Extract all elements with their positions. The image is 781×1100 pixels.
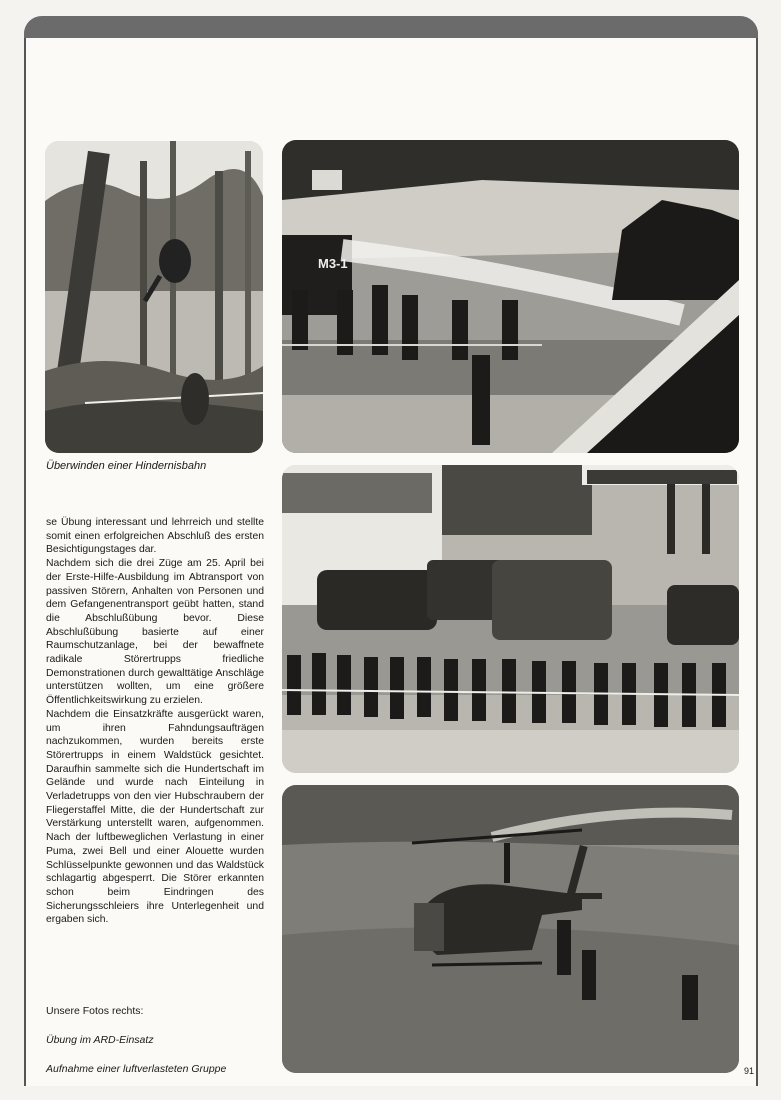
photo-police-line — [282, 465, 739, 773]
photo-captions — [46, 1005, 276, 1092]
page-header-band — [24, 16, 758, 38]
vehicle-marking: M3-1 — [318, 256, 348, 271]
page-number: 91 — [744, 1066, 755, 1076]
photo-water-cannon — [282, 140, 739, 453]
caption-obstacle-course: Überwinden einer Hindernisbahn — [46, 460, 207, 472]
photo-obstacle-course — [45, 141, 263, 453]
photo-caption-item: Übung im ARD-Einsatz — [46, 1034, 154, 1046]
body-paragraph: Nachdem die Einsatzkräfte ausgerückt waren, um ihren Fahndungsaufträgen nachzukommen, wurden bereits erste Störertrupps in einem Waldstück gesichtet. Daraufhin sammelte sich die Hundertschaft im Gelände und wurde nach Einteilung in Verladetrupps von den vier Hubschraubern der Fliegerstaffel Mitte, die der Hundertschaft zur Verstärkung unterstellt waren, aufgenommen. Nach der luftbeweglichen Verlastung in einer Puma, zwei Bell und einer Alouette wurden Schlüsselpunkte gewonnen und das Waldstück schlagartig abgesperrt. Die Störer erkannten schon beim Eindringen des Sicherungsschleiers ihre Unterlegenheit und ergaben sich. — [46, 708, 264, 926]
photo-caption-item: Aufnahme einer luftverlasteten Gruppe — [46, 1063, 227, 1075]
photo-helicopter — [282, 785, 739, 1073]
body-paragraph: Nachdem sich die drei Züge am 25. April bei der Erste-Hilfe-Ausbildung im Abtransport von passiven Störern, Anhalten von Personen und dem Gefangenentransport geübt hatten, stand die Abschlußübung bevor. Diese Abschlußübung basierte auf einer Raumschutzanlage, bei der bewaffnete radikale Störertrupps friedliche Demonstrationen durch gewalttätige Anschläge unterstützen wollten, um eine größere Öffentlichkeitswirkung zu erzielen. — [46, 558, 264, 707]
article-body — [46, 516, 264, 927]
photo-captions-heading: Unsere Fotos rechts: — [46, 1005, 144, 1017]
body-paragraph: se Übung interessant und lehrreich und stellte somit einen erfolgreichen Abschluß des ersten Besichtigungstages dar. — [46, 517, 264, 556]
